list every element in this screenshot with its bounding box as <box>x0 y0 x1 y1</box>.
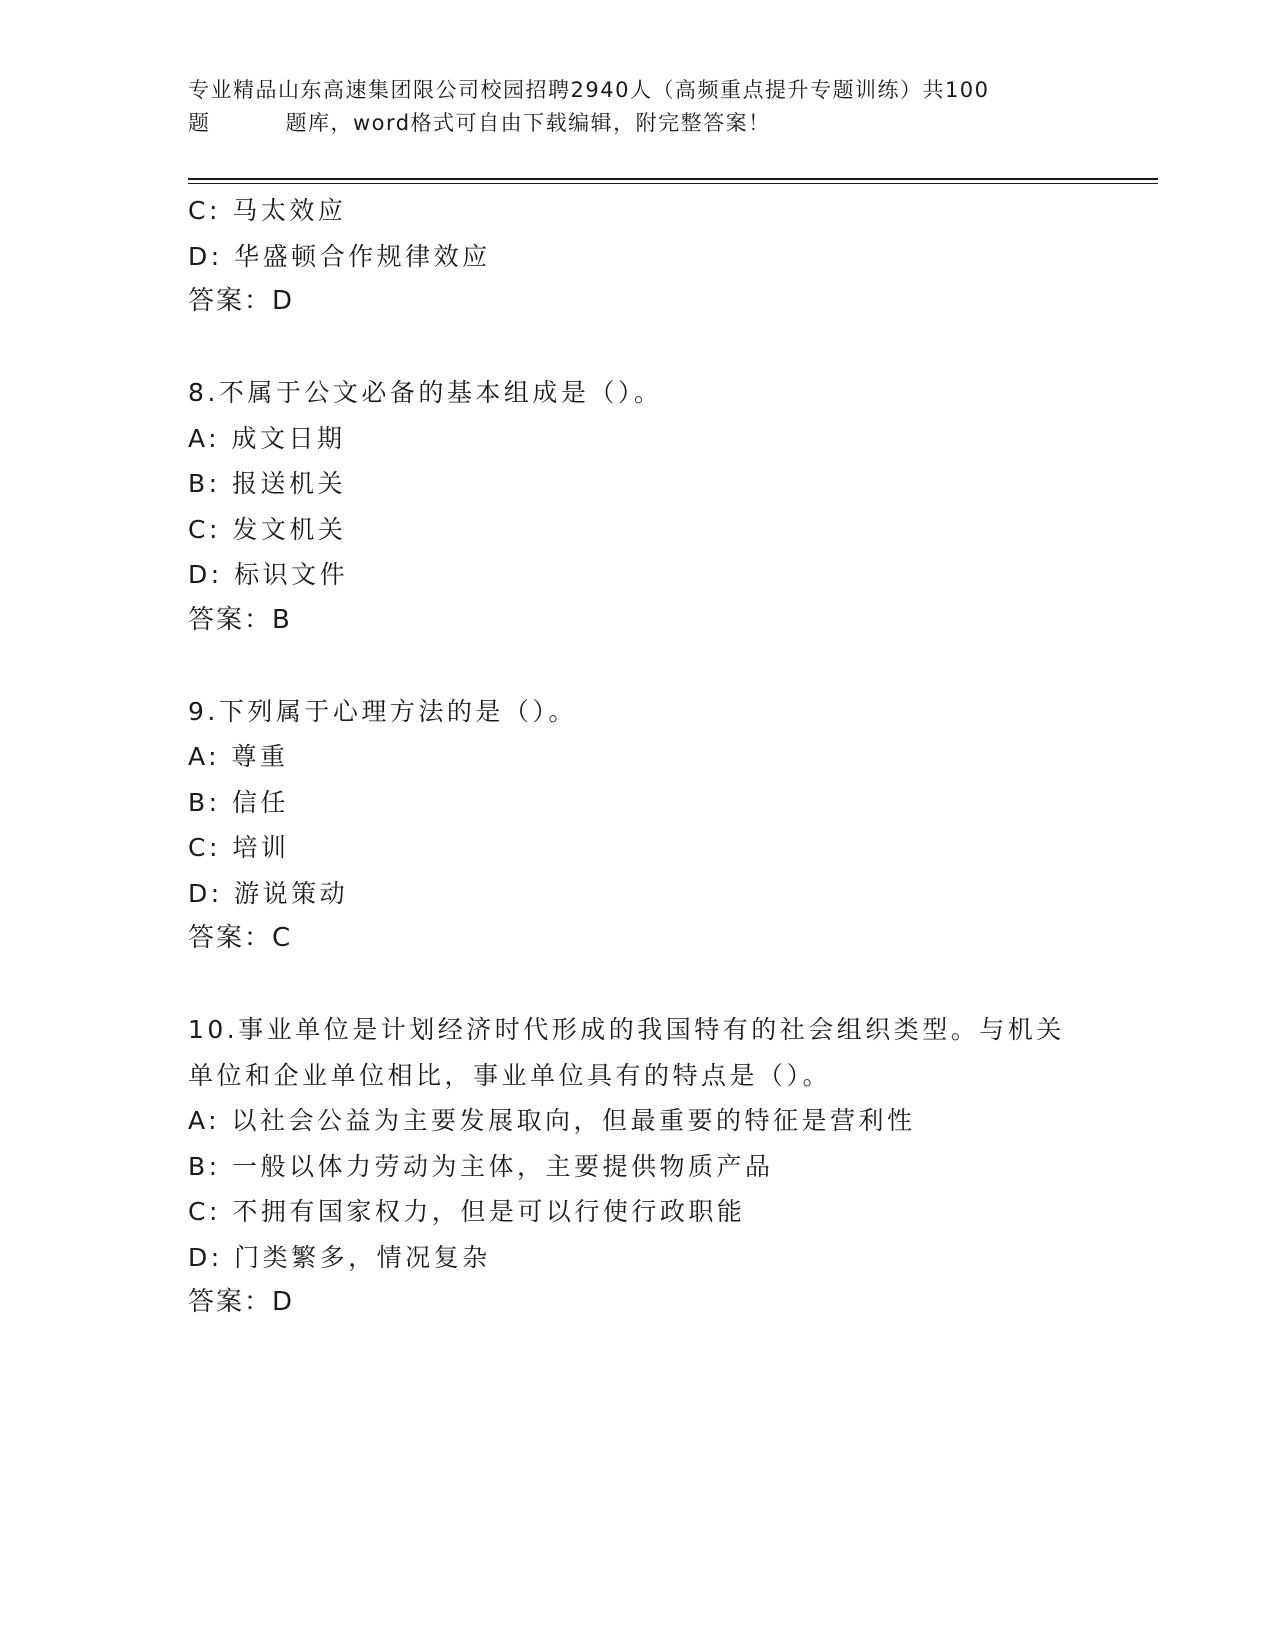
question-stem-line-2: 单位和企业单位相比，事业单位具有的特点是（）。 <box>188 1060 832 1090</box>
header-title-line-2 <box>188 107 1068 140</box>
header-title-fragment: 题 <box>188 111 211 135</box>
header-rule-thick <box>188 178 1158 180</box>
question-stem-line-1: 10.事业单位是计划经济时代形成的我国特有的社会组织类型。与机关 <box>188 1015 1065 1044</box>
question-content <box>188 188 1088 1326</box>
option-c: C: 发文机关 <box>188 514 347 544</box>
answer: 答案：D <box>188 1287 295 1317</box>
question-8 <box>188 370 1088 643</box>
header-rule-thin <box>188 183 1158 184</box>
option-d: D: 游说策动 <box>188 878 349 908</box>
option-c: C: 培训 <box>188 833 290 862</box>
option-a: A: 成文日期 <box>188 423 346 453</box>
header-subtitle: 题库，word格式可自由下载编辑，附完整答案！ <box>285 111 771 135</box>
page-header <box>188 74 1068 140</box>
question-9 <box>188 689 1088 962</box>
header-title-line-1: 专业精品山东高速集团限公司校园招聘2940人（高频重点提升专题训练）共100 <box>188 78 990 102</box>
option-d: D: 门类繁多，情况复杂 <box>188 1242 491 1272</box>
option-c: C: 马太效应 <box>188 196 347 225</box>
answer: 答案：B <box>188 604 292 635</box>
option-b: B: 信任 <box>188 787 290 817</box>
question-stem: 9.下列属于心理方法的是（）。 <box>188 696 577 726</box>
option-d: D: 华盛顿合作规律效应 <box>188 241 491 271</box>
answer: 答案：C <box>188 923 293 953</box>
option-b: B: 一般以体力劳动为主体，主要提供物质产品 <box>188 1151 774 1181</box>
option-a: A: 以社会公益为主要发展取向，但最重要的特征是营利性 <box>188 1106 916 1135</box>
option-d: D: 标识文件 <box>188 560 349 589</box>
answer: 答案：D <box>188 286 295 316</box>
option-a: A: 尊重 <box>188 742 289 771</box>
question-stem: 8.不属于公文必备的基本组成是（）。 <box>188 378 663 407</box>
option-b: B: 报送机关 <box>188 469 347 498</box>
question-10 <box>188 1007 1088 1326</box>
option-c: C: 不拥有国家权力，但是可以行使行政职能 <box>188 1197 746 1226</box>
